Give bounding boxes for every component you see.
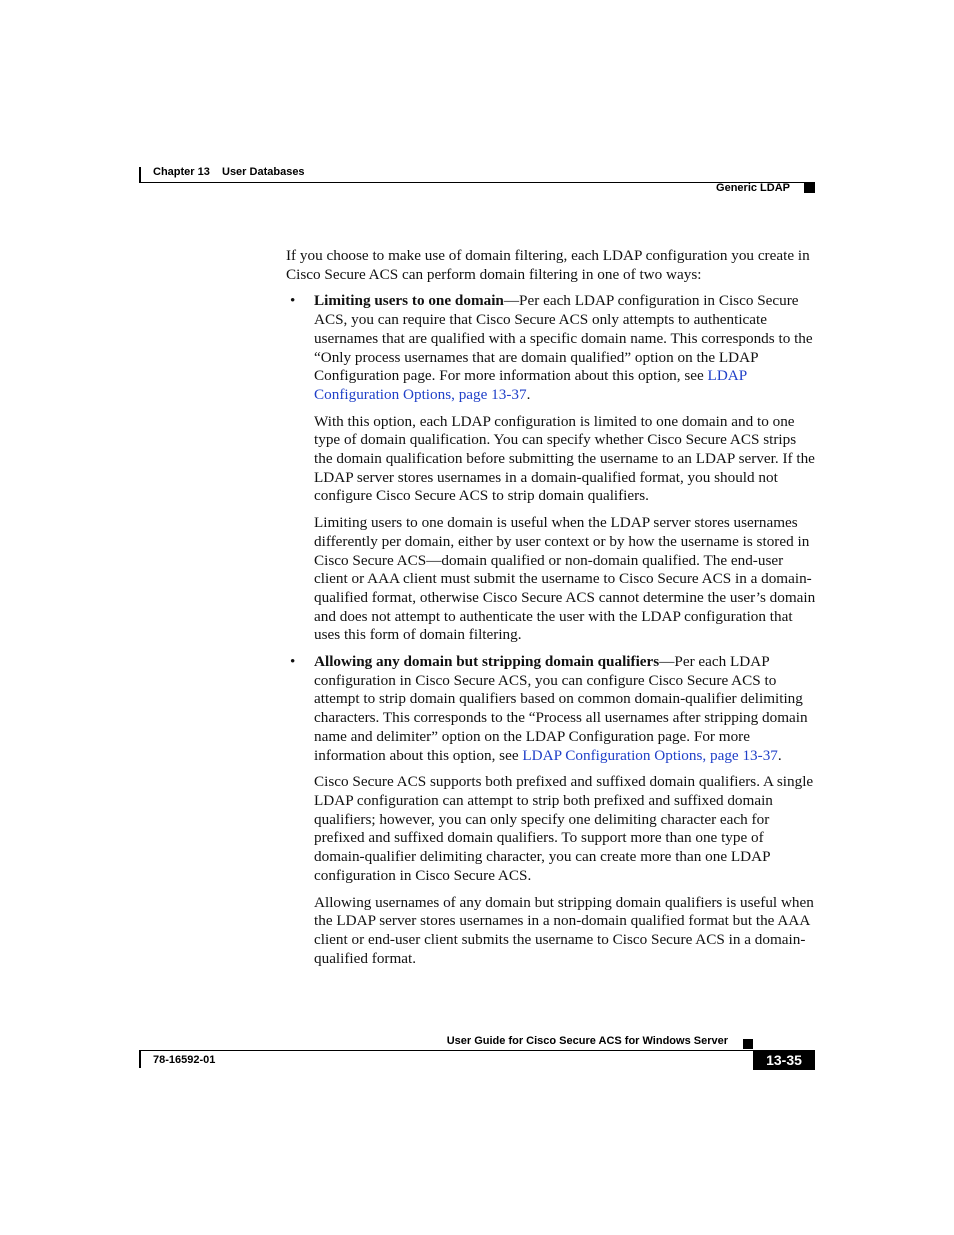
intro-paragraph: If you choose to make use of domain filtering, each LDAP configuration you create in Cisco Secure ACS can perform domain filtering in one of two ways: (286, 247, 810, 283)
doc-number: 78-16592-01 (153, 1054, 216, 1066)
header-left-marker (139, 167, 141, 183)
bullet1-paragraph-2: With this option, each LDAP configuration is limited to one domain and to one type of domain qualification. You can specify whether Cisco Secure ACS strips the domain qualification before submitting the username to an LDAP server. If the LDAP server stores usernames in a domain-qualified format, you should not configure Cisco Secure ACS to strip domain qualifiers. (314, 412, 815, 505)
bullet-end: . (526, 385, 531, 403)
bullet2-paragraph-2: Cisco Secure ACS supports both prefixed and suffixed domain qualifiers. A single LDAP configuration can attempt to strip both prefixed and suffixed domain qualifiers; however, you can only specify one delimiting character each for prefixed and suffixed domain qualifiers. To support more than one type of domain-qualifier delimiting character, you can create more than one LDAP configuration in Cisco Secure ACS. (314, 773, 814, 884)
ldap-config-options-link[interactable]: LDAP Configuration Options, page 13-37 (314, 367, 747, 403)
header-square-marker (804, 183, 815, 193)
footer-left-marker (139, 1050, 141, 1068)
footer-square-marker (743, 1039, 753, 1049)
bullet-item-limiting (286, 292, 816, 404)
section-title: Generic LDAP (716, 182, 790, 194)
footer-rule (139, 1050, 815, 1051)
body-content (286, 247, 816, 976)
bullet-text: —Per each LDAP configuration in Cisco Secure ACS, you can require that Cisco Secure ACS only attempts to authenticate usernames that are qualified with a specific domain name. This corresponds to the “Only process usernames that are domain qualified” option on the LDAP Configuration page. For more information about this option, see (314, 292, 813, 385)
chapter-label: Chapter 13 (153, 166, 210, 178)
bullet-dot: • (290, 653, 296, 671)
header-rule (139, 182, 815, 183)
bullet-end: . (777, 746, 782, 764)
ldap-config-options-link[interactable]: LDAP Configuration Options, page 13-37 (522, 746, 778, 764)
bullet2-paragraph-3: Allowing usernames of any domain but stripping domain qualifiers is useful when the LDAP server stores usernames in a non-domain qualified format but the AAA client or end-user client submits the username to Cisco Secure ACS in a domain-qualified format. (314, 893, 814, 967)
bullet-dot: • (290, 292, 296, 310)
bullet1-paragraph-3: Limiting users to one domain is useful when the LDAP server stores usernames differently per domain, either by user context or by how the username is stored in Cisco Secure ACS—domain qualified or non-domain qualified. The end-user client or AAA client must submit the username to Cisco Secure ACS in a domain-qualified format, otherwise Cisco Secure ACS cannot determine the user’s domain and does not attempt to authenticate the user with the LDAP configuration that uses this form of domain filtering. (314, 514, 816, 644)
page-number: 13-35 (753, 1050, 815, 1070)
bullet-text: —Per each LDAP configuration in Cisco Secure ACS, you can configure Cisco Secure ACS to attempt to strip domain qualifiers based on common domain-qualifier delimiting characters. This corresponds to the “Process all usernames after stripping domain name and delimiter” option on the LDAP Configuration page. For more information about this option, see (314, 653, 808, 764)
guide-title: User Guide for Cisco Secure ACS for Windows Server (446, 1035, 728, 1047)
bullet-paragraph (314, 653, 816, 765)
bullet-item-allowing (286, 653, 816, 765)
bullet-paragraph (314, 292, 816, 404)
chapter-title: User Databases (222, 166, 305, 178)
bullet-lead: Limiting users to one domain (314, 292, 504, 310)
bullet-lead: Allowing any domain but stripping domain qualifiers (314, 653, 660, 671)
